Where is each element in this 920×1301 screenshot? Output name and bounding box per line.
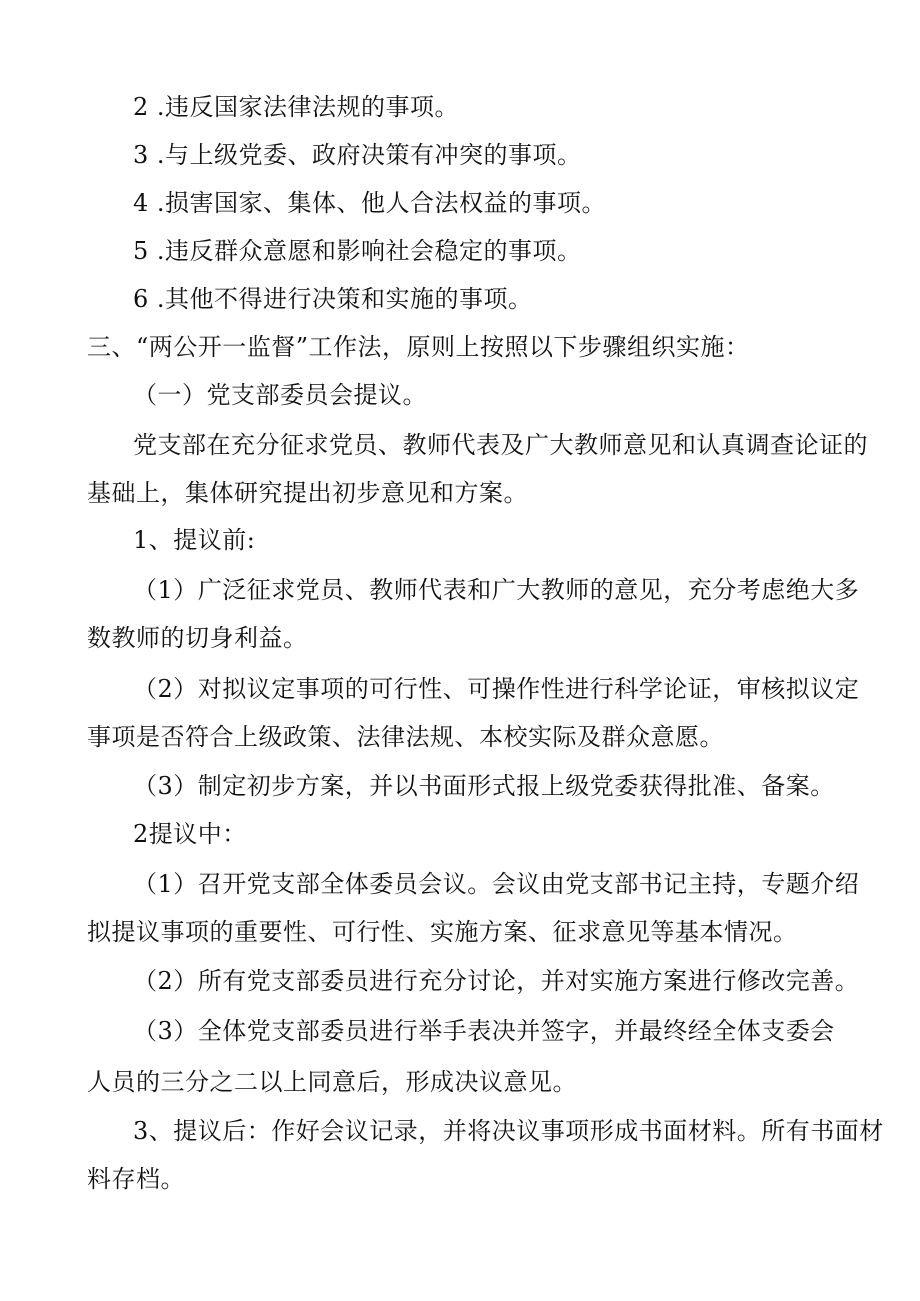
text-line-9: 事项是否符合上级政策、法律法规、本校实际及群众意愿。 bbox=[87, 723, 724, 751]
item-heading-2: 2提议中： bbox=[133, 820, 247, 848]
text-line-13: （2）所有党支部委员进行充分讨论，并对实施方案进行修改完善。 bbox=[133, 967, 860, 995]
text-line-16: 3、提议后：作好会议记录，并将决议事项形成书面材料。所有书面材 bbox=[133, 1117, 884, 1145]
text-line-14: （3）全体党支部委员进行举手表决并签字，并最终经全体支委会 bbox=[133, 1017, 835, 1045]
text-line-15: 人员的三分之二以上同意后，形成决议意见。 bbox=[87, 1068, 577, 1096]
text-line-6: （1）广泛征求党员、教师代表和广大教师的意见，充分考虑绝大多 bbox=[133, 576, 860, 604]
text-line-2: 3 .与上级党委、政府决策有冲突的事项。 bbox=[133, 141, 582, 169]
text-line-11: （1）召开党支部全体委员会议。会议由党支部书记主持，专题介绍 bbox=[133, 870, 860, 898]
paragraph-line-2: 基础上，集体研究提出初步意见和方案。 bbox=[87, 479, 528, 507]
text-line-12: 拟提议事项的重要性、可行性、实施方案、征求意见等基本情况。 bbox=[87, 918, 798, 946]
text-line-4: 5 .违反群众意愿和影响社会稳定的事项。 bbox=[133, 237, 582, 265]
text-line-5: 6 .其他不得进行决策和实施的事项。 bbox=[133, 285, 533, 313]
text-line-3: 4 .损害国家、集体、他人合法权益的事项。 bbox=[133, 189, 607, 217]
text-line-1: 2 .违反国家法律法规的事项。 bbox=[133, 93, 460, 121]
text-line-7: 数教师的切身利益。 bbox=[87, 624, 308, 652]
subsection-heading: （一）党支部委员会提议。 bbox=[133, 381, 427, 409]
text-line-17: 料存档。 bbox=[87, 1165, 185, 1193]
text-line-8: （2）对拟议定事项的可行性、可操作性进行科学论证，审核拟议定 bbox=[133, 675, 860, 703]
text-line-10: （3）制定初步方案，并以书面形式报上级党委获得批准、备案。 bbox=[133, 772, 835, 800]
item-heading-1: 1、提议前: bbox=[133, 526, 256, 554]
section-heading: 三、“两公开一监督”工作法，原则上按照以下步骤组织实施： bbox=[87, 333, 750, 361]
paragraph-line-1: 党支部在充分征求党员、教师代表及广大教师意见和认真调查论证的 bbox=[133, 431, 868, 459]
